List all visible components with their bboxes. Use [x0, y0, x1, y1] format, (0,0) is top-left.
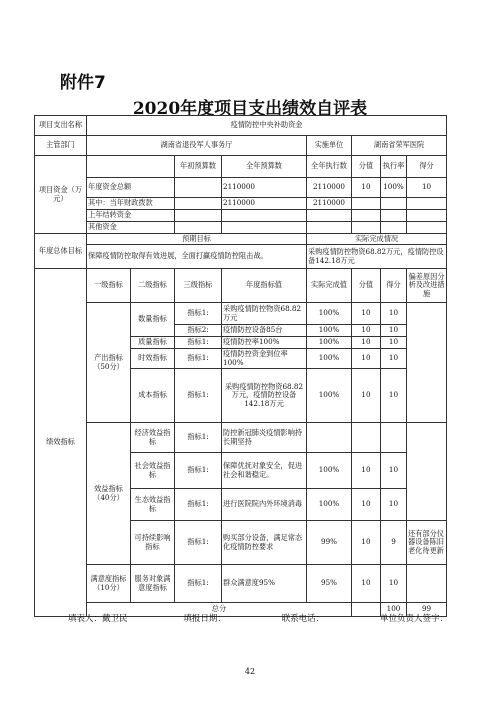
- table-row: [35, 210, 447, 222]
- funds-total-full: 2110000: [222, 178, 307, 198]
- header-got: 得分: [407, 156, 447, 178]
- table-row: [35, 136, 447, 156]
- perf-label: 绩效指标: [35, 269, 87, 617]
- header-score: 分值: [352, 156, 381, 178]
- dept-value: 湖南省退役军人事务厅: [87, 136, 307, 156]
- project-name-value: 疫情防控中央补助资金: [87, 116, 447, 136]
- table-row: [35, 116, 447, 136]
- table-row: 质量指标 指标1: 疫情防控率100% 100% 10 10: [35, 337, 447, 349]
- header-rate: 执行率: [381, 156, 407, 178]
- table-row: [35, 156, 447, 178]
- header-full: 全年预算数: [222, 156, 307, 178]
- goals-expected-header: 预期目标: [87, 234, 307, 245]
- page-title: 2020年度项目支出绩效自评表: [132, 99, 368, 119]
- unit-value: 湖南省荣军医院: [352, 136, 447, 156]
- funds-carry-label: 上年结转资金: [87, 210, 175, 222]
- funds-total-got: 10: [407, 178, 447, 198]
- output-label: 产出指标（50分）: [87, 303, 131, 423]
- table-row: [35, 198, 447, 210]
- table-row: 社会效益指标 指标1: 保障优抚对象安全，促进社会和谐稳定。 100% 10 10: [35, 453, 447, 489]
- total-got: 99: [407, 603, 447, 617]
- attachment-label: 附件7: [60, 73, 106, 93]
- goals-actual-header: 实际完成情况: [307, 234, 447, 245]
- quantity-label: 数量指标: [131, 303, 175, 337]
- signature-footer: [68, 612, 448, 624]
- date-label: 填报日期：: [183, 614, 226, 624]
- funds-other-label: 其他资金: [87, 222, 175, 234]
- benefit-label: 效益指标（40分）: [87, 423, 131, 565]
- header-executed: 全年执行数: [307, 156, 352, 178]
- table-row: 满意度指标（10分） 服务对象满意度指标 指标1: 群众满意度95% 95% 10 10: [35, 565, 447, 603]
- table-row: 成本指标 指标1: 采购疫情防控物资68.82万元，疫情防控设备142.18万元 100% 10 10: [35, 369, 447, 409]
- evaluation-table: [34, 115, 447, 617]
- table-row: [35, 234, 447, 245]
- funds-total-label: 年度资金总额: [87, 178, 175, 198]
- dept-label: 主管部门: [35, 136, 87, 156]
- table-row: 效益指标（40分） 经济效益指标 指标1: 防控新冠肺炎疫情影响持长期坚持: [35, 423, 447, 453]
- page-number: 42: [244, 667, 256, 676]
- table-row: 生态效益指标 指标1: 进行医院院内外环境消毒 100% 10 10: [35, 489, 447, 521]
- project-name-label: 项目支出名称: [35, 116, 87, 136]
- goals-expected: 保障疫情防控取得有效进展，全面打赢疫情防控阻击战。: [87, 245, 307, 269]
- funds-fiscal-executed: 2110000: [307, 198, 352, 210]
- satisfaction-label: 满意度指标（10分）: [87, 565, 131, 603]
- funds-total-score: 10: [352, 178, 381, 198]
- table-row: 绩效指标 一级指标 二级指标 三级指标 年度指标值 实际完成值 分值 得分 偏差原因分析及改进措施: [35, 269, 447, 303]
- table-row: [35, 222, 447, 234]
- table-row: [35, 178, 447, 198]
- goals-label: 年度总体目标: [35, 234, 87, 269]
- funds-fiscal-label: 其中：当年财政拨款: [87, 198, 175, 210]
- total-score: 100: [381, 603, 407, 617]
- funds-total-executed: 2110000: [307, 178, 352, 198]
- table-row: 指标2: 疫情防控设备85台 100% 10 10: [35, 325, 447, 337]
- funds-label: 项目资金（万元）: [35, 156, 87, 234]
- header-initial: 年初预算数: [175, 156, 222, 178]
- funds-total-rate: 100%: [381, 178, 407, 198]
- total-label: 总分: [87, 603, 352, 617]
- table-row: 时效指标 指标1: 疫情防控资金到位率100% 100% 10 10: [35, 349, 447, 369]
- table-row: 可持续影响指标 指标1: 购买部分设备，满足常态化疫情防控要求 99% 10 9 还有部分仪器设备陈旧老化待更新: [35, 521, 447, 565]
- sign-label: 单位负责人签字：: [379, 614, 448, 624]
- table-row: [35, 245, 447, 269]
- unit-label: 实施单位: [307, 136, 352, 156]
- filler-label: 填表人：戴卫民: [68, 614, 128, 624]
- table-row: 产出指标（50分） 数量指标 指标1: 采购疫情防控物资68.82万元 100% 10 10: [35, 303, 447, 325]
- phone-label: 联系电话：: [281, 614, 325, 624]
- goals-actual: 采购疫情防控物资68.82万元，疫情防控设备142.18万元: [307, 245, 447, 269]
- funds-fiscal-full: 2110000: [222, 198, 307, 210]
